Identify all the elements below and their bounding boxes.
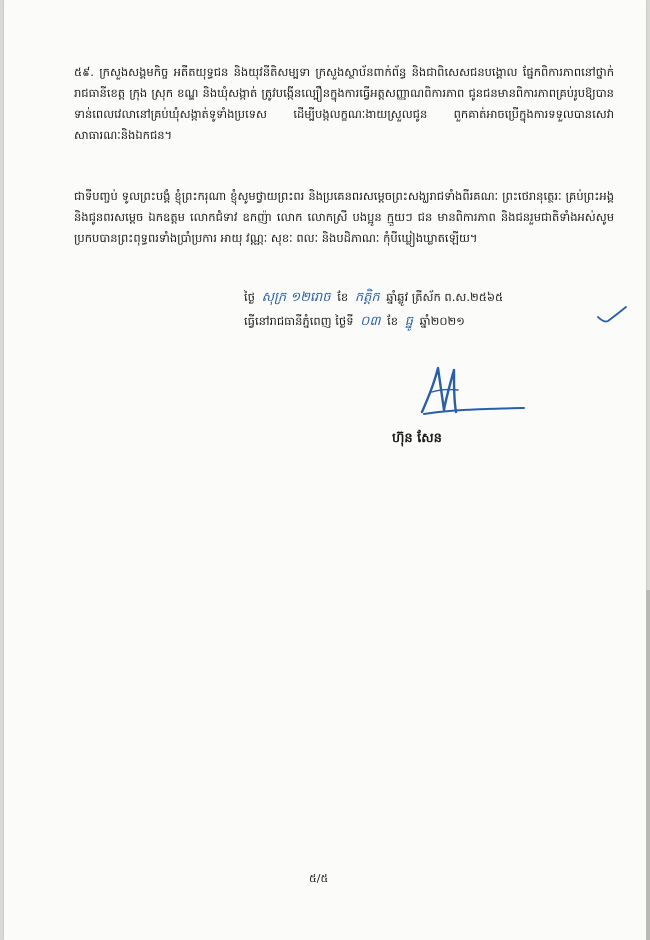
page-edge-shadow <box>646 590 650 940</box>
lunar-date-line <box>244 287 503 308</box>
lunar-month-prefix: ខែ <box>337 290 349 304</box>
solar-date-line <box>244 311 465 332</box>
lunar-day-handwritten: សុក្រ ១២រោច <box>261 290 331 305</box>
closing-paragraph: ជាទីបញ្ចប់ ទូលព្រះបង្គំ ខ្ញុំព្រះករុណា ខ្ញុំសូមថ្វាយព្រះពរ និងប្រគេនពរសម្តេចព្រះសង្ឃរាជទាំងពីរគណៈ ព្រះថេរានុត្ថេរៈ គ្រប់ព្រះអង្គ និងជូនពរសម្តេច ឯកឧត្តម លោកជំទាវ ឧកញ៉ា លោក លោកស្រី បងប្អូន ក្មួយៗ ជន មានពិការភាព និងជនរួមជាតិទាំងអស់សូមប្រកបបានព្រះពុទ្ធពរទាំងប្រាំប្រការ អាយុ វណ្ណៈ សុខៈ ពលៈ និងបដិភាណៈ កុំបីឃ្លៀងឃ្លាតឡើយ។ <box>74 189 614 245</box>
paragraph-59: ៥៩. ក្រសួងសង្គមកិច្ច អតីតយុទ្ធជន និងយុវនីតិសម្បទា ក្រសួងស្ថាប័នពាក់ព័ន្ធ និងជាពិសេសជនបង្គោល ផ្នែកពិការភាពនៅថ្នាក់រាជធានីខេត្ត ក្រុង ស្រុក ខណ្ឌ និងឃុំសង្កាត់ ត្រូវបង្កើនល្បឿនក្នុងការធ្វើអត្តសញ្ញាណពិការភាព ជូនជនមានពិការភាពគ្រប់រូបឱ្យបានទាន់ពេលវេលានៅគ្រប់ឃុំសង្កាត់ទូទាំងប្រទេស ដើម្បីបង្កលក្ខណៈងាយស្រួលជូន ពួកគាត់អាចប្រើក្នុងការទទួលបានសេវាសាធារណៈនិងឯកជន។ <box>74 65 614 142</box>
signature-icon <box>418 362 528 420</box>
solar-day-handwritten: ០៣ <box>360 314 381 329</box>
solar-date-prefix: ធ្វើនៅរាជធានីភ្នំពេញ ថ្ងៃទី <box>244 314 354 328</box>
lunar-month-handwritten: កត្តិក <box>354 290 380 305</box>
handwritten-check-icon <box>596 305 628 325</box>
signer-name: ហ៊ុន សែន <box>392 431 442 446</box>
solar-month-handwritten: ធ្នូ <box>404 314 414 329</box>
page-number: ៥/៥ <box>309 872 329 885</box>
lunar-year-suffix: ឆ្នាំឆ្លូវ ត្រីស័ក ព.ស.២៥៦៥ <box>386 290 504 304</box>
solar-year: ឆ្នាំ២០២១ <box>419 314 465 328</box>
document-page <box>4 0 646 940</box>
solar-month-prefix: ខែ <box>387 314 399 328</box>
lunar-day-prefix: ថ្ងៃ <box>244 290 255 304</box>
